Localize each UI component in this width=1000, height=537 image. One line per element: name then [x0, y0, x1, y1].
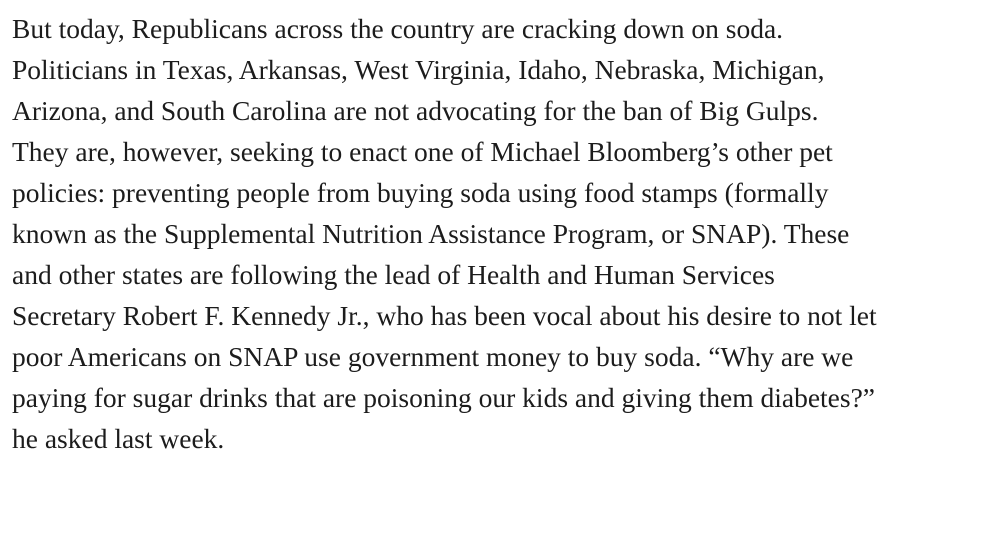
paragraph-line: Politicians in Texas, Arkansas, West Virginia, Idaho, Nebraska, Michigan,	[12, 54, 825, 85]
paragraph-line: Arizona, and South Carolina are not advocating for the ban of Big Gulps.	[12, 95, 819, 126]
paragraph-line: he asked last week.	[12, 423, 225, 454]
paragraph-line: But today, Republicans across the country are cracking down on soda.	[12, 13, 784, 44]
paragraph-line: They are, however, seeking to enact one of Michael Bloomberg’s other pet	[12, 136, 833, 167]
paragraph-line: poor Americans on SNAP use government money to buy soda. “Why are we	[12, 341, 854, 372]
paragraph-line: and other states are following the lead of Health and Human Services	[12, 259, 775, 290]
article-paragraph	[12, 8, 990, 459]
paragraph-line: policies: preventing people from buying soda using food stamps (formally	[12, 177, 829, 208]
paragraph-line: Secretary Robert F. Kennedy Jr., who has been vocal about his desire to not let	[12, 300, 877, 331]
paragraph-line: known as the Supplemental Nutrition Assistance Program, or SNAP). These	[12, 218, 850, 249]
paragraph-line: paying for sugar drinks that are poisoning our kids and giving them diabetes?”	[12, 382, 876, 413]
